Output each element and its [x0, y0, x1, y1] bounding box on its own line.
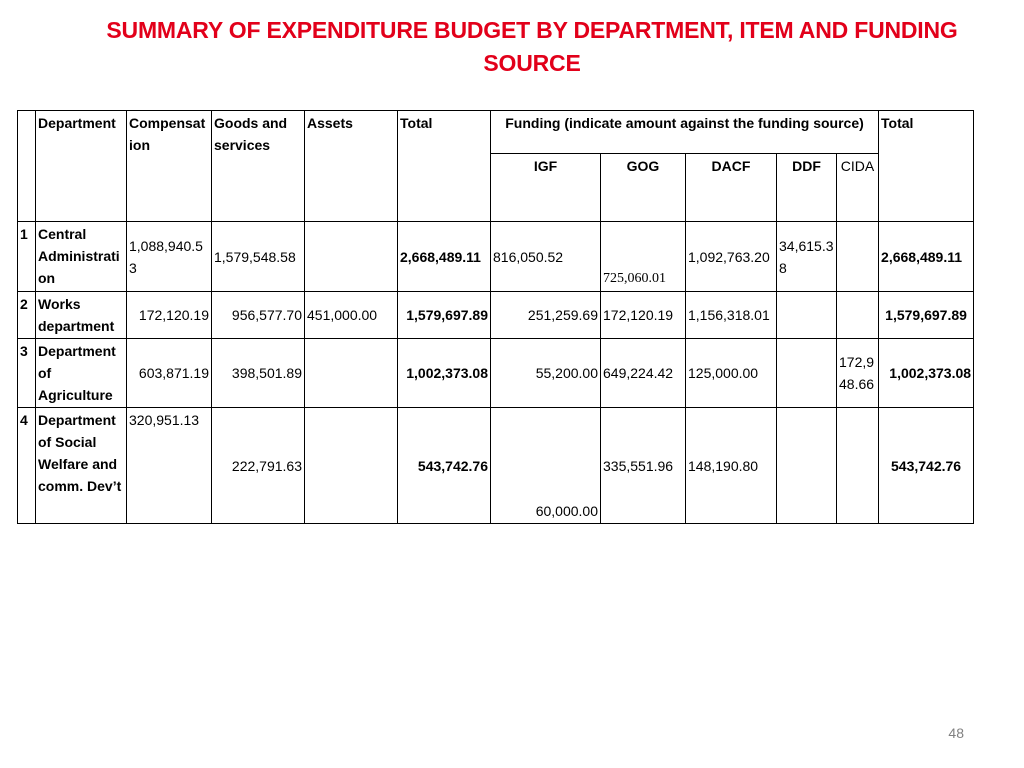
row-compensation: 603,871.19	[127, 339, 212, 408]
row-cida	[837, 292, 879, 339]
row-assets: 451,000.00	[305, 292, 398, 339]
row-department: Central Administration	[36, 222, 127, 292]
row-assets	[305, 339, 398, 408]
row-goods: 956,577.70	[212, 292, 305, 339]
page-number: 48	[948, 725, 964, 741]
row-dacf: 1,092,763.20	[686, 222, 777, 292]
row-cida: 172,948.66	[837, 339, 879, 408]
row-gog: 725,060.01	[601, 222, 686, 292]
row-ddf	[777, 339, 837, 408]
header-igf: IGF	[491, 154, 601, 222]
header-assets: Assets	[305, 111, 398, 222]
header-dacf: DACF	[686, 154, 777, 222]
row-number: 2	[18, 292, 36, 339]
header-department: Department	[36, 111, 127, 222]
row-gog: 172,120.19	[601, 292, 686, 339]
row-number: 3	[18, 339, 36, 408]
row-compensation: 1,088,940.53	[127, 222, 212, 292]
row-gog: 335,551.96	[601, 408, 686, 524]
row-igf: 60,000.00	[491, 408, 601, 524]
table-row	[18, 408, 974, 524]
row-total: 1,579,697.89	[398, 292, 491, 339]
header-compensation: Compensation	[127, 111, 212, 222]
row-cida	[837, 408, 879, 524]
row-ddf: 34,615.38	[777, 222, 837, 292]
row-igf: 816,050.52	[491, 222, 601, 292]
header-number-cell	[18, 111, 36, 222]
row-department: Department of Agriculture	[36, 339, 127, 408]
header-funding: Funding (indicate amount against the funding source)	[491, 111, 879, 154]
row-number: 4	[18, 408, 36, 524]
row-number: 1	[18, 222, 36, 292]
row-ddf	[777, 408, 837, 524]
row-compensation: 172,120.19	[127, 292, 212, 339]
row-total: 543,742.76	[398, 408, 491, 524]
budget-table	[17, 110, 974, 524]
row-department: Works department	[36, 292, 127, 339]
row-goods: 398,501.89	[212, 339, 305, 408]
row-igf: 251,259.69	[491, 292, 601, 339]
header-ddf: DDF	[777, 154, 837, 222]
row-cida	[837, 222, 879, 292]
header-cida: CIDA	[837, 154, 879, 222]
header-gog: GOG	[601, 154, 686, 222]
row-total2: 1,002,373.08	[879, 339, 974, 408]
table-row	[18, 339, 974, 408]
table-row	[18, 222, 974, 292]
row-dacf: 125,000.00	[686, 339, 777, 408]
row-total: 2,668,489.11	[398, 222, 491, 292]
header-total: Total	[398, 111, 491, 222]
row-goods: 1,579,548.58	[212, 222, 305, 292]
header-goods-services: Goods and services	[212, 111, 305, 222]
header-funding-total: Total	[879, 111, 974, 222]
row-dacf: 148,190.80	[686, 408, 777, 524]
row-compensation: 320,951.13	[127, 408, 212, 524]
row-total2: 2,668,489.11	[879, 222, 974, 292]
row-assets	[305, 408, 398, 524]
row-dacf: 1,156,318.01	[686, 292, 777, 339]
row-gog: 649,224.42	[601, 339, 686, 408]
row-total: 1,002,373.08	[398, 339, 491, 408]
row-assets	[305, 222, 398, 292]
header-row	[18, 111, 974, 154]
row-goods: 222,791.63	[212, 408, 305, 524]
row-igf: 55,200.00	[491, 339, 601, 408]
row-ddf	[777, 292, 837, 339]
row-department: Department of Social Welfare and comm. Dev’t	[36, 408, 127, 524]
table-row	[18, 292, 974, 339]
row-total2: 1,579,697.89	[879, 292, 974, 339]
row-total2: 543,742.76	[879, 408, 974, 524]
page-title: SUMMARY OF EXPENDITURE BUDGET BY DEPARTMENT, ITEM AND FUNDING SOURCE	[106, 17, 958, 76]
